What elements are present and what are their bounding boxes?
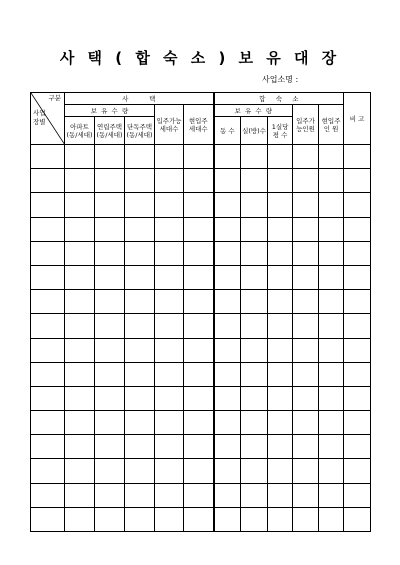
entry-cell[interactable] <box>214 169 241 193</box>
entry-cell[interactable] <box>125 362 155 386</box>
entry-cell[interactable] <box>268 507 293 531</box>
entry-cell[interactable] <box>65 386 95 410</box>
dormitory-col-1: 동 수 <box>214 117 241 145</box>
entry-cell[interactable] <box>241 507 268 531</box>
entry-cell[interactable] <box>344 386 371 410</box>
table-row <box>31 338 371 362</box>
entry-cell[interactable] <box>95 265 125 289</box>
company-housing-col-4: 입주가능 세대수 <box>155 105 184 145</box>
business-site-cell[interactable] <box>31 435 65 459</box>
entry-cell[interactable] <box>293 193 319 217</box>
entry-cell[interactable] <box>214 193 241 217</box>
entry-cell[interactable] <box>344 459 371 483</box>
entry-cell[interactable] <box>125 265 155 289</box>
entry-cell[interactable] <box>184 193 214 217</box>
table-row <box>31 483 371 507</box>
business-site-cell[interactable] <box>31 265 65 289</box>
entry-cell[interactable] <box>293 362 319 386</box>
entry-cell[interactable] <box>155 507 184 531</box>
entry-cell[interactable] <box>155 314 184 338</box>
business-site-cell[interactable] <box>31 386 65 410</box>
entry-cell[interactable] <box>319 411 344 435</box>
business-site-cell[interactable] <box>31 338 65 362</box>
entry-cell[interactable] <box>293 145 319 169</box>
entry-cell[interactable] <box>344 169 371 193</box>
table-row <box>31 411 371 435</box>
entry-cell[interactable] <box>241 386 268 410</box>
entry-cell[interactable] <box>214 314 241 338</box>
entry-cell[interactable] <box>155 362 184 386</box>
entry-cell[interactable] <box>293 217 319 241</box>
housing-register-table <box>30 92 371 532</box>
business-site-cell[interactable] <box>31 483 65 507</box>
entry-cell[interactable] <box>125 314 155 338</box>
entry-cell[interactable] <box>293 314 319 338</box>
entry-cell[interactable] <box>125 386 155 410</box>
entry-cell[interactable] <box>184 507 214 531</box>
entry-cell[interactable] <box>319 507 344 531</box>
entry-cell[interactable] <box>65 241 95 265</box>
entry-cell[interactable] <box>125 290 155 314</box>
page-title: 사 택 ( 합 숙 소 ) 보 유 대 장 <box>59 49 341 67</box>
entry-cell[interactable] <box>344 507 371 531</box>
entry-cell[interactable] <box>241 241 268 265</box>
entry-cell[interactable] <box>319 169 344 193</box>
entry-cell[interactable] <box>125 241 155 265</box>
company-housing-group-header: 사 택 <box>65 93 214 105</box>
table-row <box>31 169 371 193</box>
entry-cell[interactable] <box>241 314 268 338</box>
dormitory-group-header: 합 숙 소 <box>214 93 344 105</box>
entry-cell[interactable] <box>268 217 293 241</box>
entry-cell[interactable] <box>155 338 184 362</box>
business-name-label: 사업소명 : <box>262 75 299 84</box>
entry-cell[interactable] <box>293 459 319 483</box>
business-site-cell[interactable] <box>31 241 65 265</box>
entry-cell[interactable] <box>65 507 95 531</box>
table-row <box>31 241 371 265</box>
entry-cell[interactable] <box>268 483 293 507</box>
entry-cell[interactable] <box>214 459 241 483</box>
entry-cell[interactable] <box>125 483 155 507</box>
entry-cell[interactable] <box>344 241 371 265</box>
entry-cell[interactable] <box>214 411 241 435</box>
entry-cell[interactable] <box>184 145 214 169</box>
entry-cell[interactable] <box>184 435 214 459</box>
entry-cell[interactable] <box>293 338 319 362</box>
entry-cell[interactable] <box>214 290 241 314</box>
entry-cell[interactable] <box>268 145 293 169</box>
entry-cell[interactable] <box>125 435 155 459</box>
dormitory-col-5: 현입주 인 원 <box>319 105 344 145</box>
company-housing-holding-header: 보 유 수 량 <box>65 105 155 117</box>
entry-cell[interactable] <box>155 459 184 483</box>
entry-cell[interactable] <box>214 217 241 241</box>
entry-cell[interactable] <box>293 483 319 507</box>
entry-cell[interactable] <box>293 241 319 265</box>
entry-cell[interactable] <box>155 193 184 217</box>
entry-cell[interactable] <box>65 483 95 507</box>
entry-cell[interactable] <box>95 145 125 169</box>
dormitory-col-3: 1실당 평 수 <box>268 117 293 145</box>
entry-cell[interactable] <box>241 459 268 483</box>
entry-cell[interactable] <box>214 483 241 507</box>
entry-cell[interactable] <box>95 314 125 338</box>
entry-cell[interactable] <box>65 314 95 338</box>
entry-cell[interactable] <box>344 193 371 217</box>
category-label: 구분 <box>48 94 61 102</box>
entry-cell[interactable] <box>214 435 241 459</box>
entry-cell[interactable] <box>184 314 214 338</box>
entry-cell[interactable] <box>319 193 344 217</box>
entry-cell[interactable] <box>184 386 214 410</box>
entry-cell[interactable] <box>125 459 155 483</box>
company-housing-col-5: 현입주 세대수 <box>184 105 214 145</box>
entry-cell[interactable] <box>125 145 155 169</box>
entry-cell[interactable] <box>95 459 125 483</box>
business-site-cell[interactable] <box>31 459 65 483</box>
table-row <box>31 265 371 289</box>
business-site-cell[interactable] <box>31 314 65 338</box>
entry-cell[interactable] <box>268 265 293 289</box>
business-site-label: 사업 장별 <box>33 109 46 126</box>
dormitory-holding-header: 보 유 수 량 <box>214 105 293 117</box>
entry-cell[interactable] <box>293 290 319 314</box>
entry-cell[interactable] <box>214 145 241 169</box>
business-site-cell[interactable] <box>31 362 65 386</box>
entry-cell[interactable] <box>268 290 293 314</box>
entry-cell[interactable] <box>319 290 344 314</box>
entry-cell[interactable] <box>65 435 95 459</box>
entry-cell[interactable] <box>184 483 214 507</box>
entry-cell[interactable] <box>344 483 371 507</box>
entry-cell[interactable] <box>319 145 344 169</box>
entry-cell[interactable] <box>344 435 371 459</box>
entry-cell[interactable] <box>241 217 268 241</box>
entry-cell[interactable] <box>268 362 293 386</box>
entry-cell[interactable] <box>155 435 184 459</box>
entry-cell[interactable] <box>184 290 214 314</box>
entry-cell[interactable] <box>293 411 319 435</box>
entry-cell[interactable] <box>95 169 125 193</box>
dormitory-col-4: 입주가 능인원 <box>293 105 319 145</box>
entry-cell[interactable] <box>155 411 184 435</box>
business-site-cell[interactable] <box>31 169 65 193</box>
entry-cell[interactable] <box>319 483 344 507</box>
entry-cell[interactable] <box>95 411 125 435</box>
entry-cell[interactable] <box>95 193 125 217</box>
table-row <box>31 507 371 531</box>
table-row <box>31 362 371 386</box>
business-site-cell[interactable] <box>31 145 65 169</box>
entry-cell[interactable] <box>155 169 184 193</box>
entry-cell[interactable] <box>344 338 371 362</box>
entry-cell[interactable] <box>268 241 293 265</box>
entry-cell[interactable] <box>214 338 241 362</box>
entry-cell[interactable] <box>214 265 241 289</box>
entry-cell[interactable] <box>95 217 125 241</box>
table-row <box>31 435 371 459</box>
entry-cell[interactable] <box>95 338 125 362</box>
entry-cell[interactable] <box>125 507 155 531</box>
entry-cell[interactable] <box>65 459 95 483</box>
entry-cell[interactable] <box>155 241 184 265</box>
entry-cell[interactable] <box>293 169 319 193</box>
entry-cell[interactable] <box>344 290 371 314</box>
entry-cell[interactable] <box>241 411 268 435</box>
entry-cell[interactable] <box>184 459 214 483</box>
table-row <box>31 217 371 241</box>
entry-cell[interactable] <box>319 265 344 289</box>
entry-cell[interactable] <box>293 435 319 459</box>
entry-cell[interactable] <box>268 411 293 435</box>
entry-cell[interactable] <box>65 145 95 169</box>
entry-cell[interactable] <box>95 362 125 386</box>
entry-cell[interactable] <box>319 459 344 483</box>
entry-cell[interactable] <box>65 217 95 241</box>
entry-cell[interactable] <box>65 193 95 217</box>
entry-cell[interactable] <box>125 169 155 193</box>
entry-cell[interactable] <box>344 362 371 386</box>
table-row <box>31 193 371 217</box>
entry-cell[interactable] <box>319 217 344 241</box>
entry-cell[interactable] <box>155 483 184 507</box>
entry-cell[interactable] <box>344 145 371 169</box>
business-site-cell[interactable] <box>31 217 65 241</box>
entry-cell[interactable] <box>319 362 344 386</box>
entry-cell[interactable] <box>155 386 184 410</box>
entry-cell[interactable] <box>319 338 344 362</box>
entry-cell[interactable] <box>125 193 155 217</box>
entry-cell[interactable] <box>241 265 268 289</box>
remarks-header: 비 고 <box>344 93 371 145</box>
entry-cell[interactable] <box>319 314 344 338</box>
entry-cell[interactable] <box>95 435 125 459</box>
entry-cell[interactable] <box>65 265 95 289</box>
entry-cell[interactable] <box>65 411 95 435</box>
entry-cell[interactable] <box>241 338 268 362</box>
entry-cell[interactable] <box>268 169 293 193</box>
entry-cell[interactable] <box>125 411 155 435</box>
entry-cell[interactable] <box>214 362 241 386</box>
entry-cell[interactable] <box>184 217 214 241</box>
entry-cell[interactable] <box>95 483 125 507</box>
entry-cell[interactable] <box>65 362 95 386</box>
entry-cell[interactable] <box>268 314 293 338</box>
entry-cell[interactable] <box>125 338 155 362</box>
entry-cell[interactable] <box>293 386 319 410</box>
table-row <box>31 290 371 314</box>
entry-cell[interactable] <box>65 169 95 193</box>
entry-cell[interactable] <box>268 338 293 362</box>
entry-cell[interactable] <box>125 217 155 241</box>
entry-cell[interactable] <box>184 241 214 265</box>
entry-cell[interactable] <box>268 435 293 459</box>
table-row <box>31 386 371 410</box>
entry-cell[interactable] <box>184 411 214 435</box>
company-housing-col-1: 아파트 (동/세대) <box>65 117 95 145</box>
entry-cell[interactable] <box>184 265 214 289</box>
business-site-cell[interactable] <box>31 507 65 531</box>
entry-cell[interactable] <box>344 411 371 435</box>
business-site-cell[interactable] <box>31 290 65 314</box>
entry-cell[interactable] <box>241 362 268 386</box>
entry-cell[interactable] <box>241 145 268 169</box>
business-site-cell[interactable] <box>31 411 65 435</box>
entry-cell[interactable] <box>268 193 293 217</box>
entry-cell[interactable] <box>214 241 241 265</box>
entry-cell[interactable] <box>155 290 184 314</box>
category-corner-cell <box>31 93 65 145</box>
entry-cell[interactable] <box>268 459 293 483</box>
entry-cell[interactable] <box>155 265 184 289</box>
table-row <box>31 459 371 483</box>
entry-cell[interactable] <box>155 217 184 241</box>
entry-cell[interactable] <box>344 314 371 338</box>
entry-cell[interactable] <box>293 265 319 289</box>
entry-cell[interactable] <box>95 507 125 531</box>
entry-cell[interactable] <box>319 241 344 265</box>
entry-cell[interactable] <box>241 290 268 314</box>
entry-cell[interactable] <box>214 386 241 410</box>
entry-cell[interactable] <box>241 169 268 193</box>
entry-cell[interactable] <box>344 217 371 241</box>
entry-cell[interactable] <box>241 193 268 217</box>
entry-cell[interactable] <box>184 169 214 193</box>
entry-cell[interactable] <box>241 435 268 459</box>
company-housing-col-2: 연립주택 (동/세대) <box>95 117 125 145</box>
entry-cell[interactable] <box>184 338 214 362</box>
entry-cell[interactable] <box>95 241 125 265</box>
entry-cell[interactable] <box>344 265 371 289</box>
entry-cell[interactable] <box>319 386 344 410</box>
business-site-cell[interactable] <box>31 193 65 217</box>
entry-cell[interactable] <box>184 362 214 386</box>
table-row <box>31 314 371 338</box>
entry-cell[interactable] <box>319 435 344 459</box>
entry-cell[interactable] <box>65 290 95 314</box>
entry-cell[interactable] <box>214 507 241 531</box>
table-row <box>31 145 371 169</box>
entry-cell[interactable] <box>293 507 319 531</box>
company-housing-col-3: 단독주택 (동/세대) <box>125 117 155 145</box>
dormitory-col-2: 실(방)수 <box>241 117 268 145</box>
entry-cell[interactable] <box>95 290 125 314</box>
entry-cell[interactable] <box>95 386 125 410</box>
entry-cell[interactable] <box>155 145 184 169</box>
entry-cell[interactable] <box>268 386 293 410</box>
entry-cell[interactable] <box>241 483 268 507</box>
entry-cell[interactable] <box>65 338 95 362</box>
